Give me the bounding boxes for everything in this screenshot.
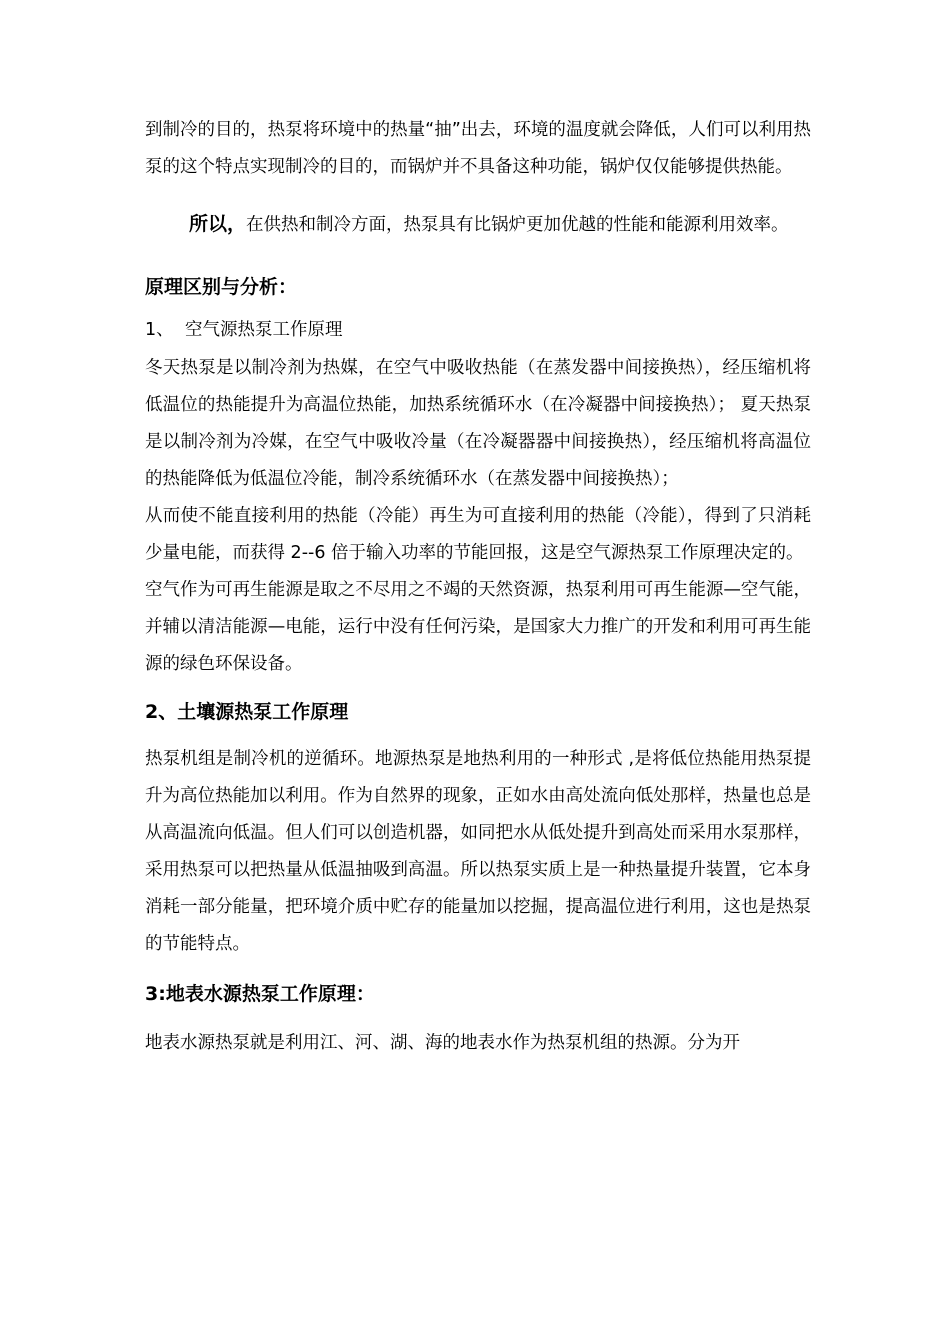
intro-paragraph-2-lead: 所以，	[189, 213, 247, 235]
surface-water-paragraph: 地表水源热泵就是利用江、河、湖、海的地表水作为热泵机组的热源。分为开	[145, 1033, 740, 1053]
air-source-section	[145, 350, 811, 683]
soil-source-paragraph: 热泵机组是制冷机的逆循环。地源热泵是地热利用的一种形式 ,是将低位热能用热泵提升为高位热能加以利用。作为自然界的现象，正如水由高处流向低处那样，热量也总是从高温流向低温。但人们可以创造机器，如同把水从低处提升到高处而采用水泵那样，采用热泵可以把热量从低温抽吸到高温。所以热泵实质上是一种热量提升装置，它本身消耗一部分能量，把环境介质中贮存的能量加以挖掘，提高温位进行利用，这也是热泵的节能特点。	[145, 749, 811, 954]
surface-water-heading: 3:地表水源热泵工作原理：	[145, 983, 375, 1005]
air-source-paragraph-3: 空气作为可再生能源是取之不尽用之不竭的天然资源，热泵利用可再生能源—空气能，并辅以清洁能源—电能，运行中没有任何污染，是国家大力推广的开发和利用可再生能源的绿色环保设备。	[145, 580, 811, 674]
air-source-paragraph-2: 从而使不能直接利用的热能（冷能）再生为可直接利用的热能（冷能），得到了只消耗少量电能，而获得 2--6 倍于输入功率的节能回报，这是空气源热泵工作原理决定的。	[145, 506, 811, 563]
intro-paragraph-2-text: 在供热和制冷方面，热泵具有比锅炉更加优越的性能和能源利用效率。	[246, 215, 789, 235]
intro-paragraph-2	[145, 199, 811, 250]
air-source-title: 空气源热泵工作原理	[185, 320, 343, 340]
air-source-paragraph-1: 冬天热泵是以制冷剂为热媒，在空气中吸收热能（在蒸发器中间接换热），经压缩机将低温位的热能提升为高温位热能，加热系统循环水（在冷凝器中间接换热）； 夏天热泵是以制冷剂为冷媒，在空气中吸收冷量（在冷凝器器中间接换热），经压缩机将高温位的热能降低为低温位冷能，制冷系统循环水（在蒸发器中间接换热）；	[145, 358, 811, 489]
intro-paragraph-1: 到制冷的目的，热泵将环境中的热量“抽”出去，环境的温度就会降低，人们可以利用热泵的这个特点实现制冷的目的，而锅炉并不具备这种功能，锅炉仅仅能够提供热能。	[145, 120, 811, 177]
document-page	[145, 112, 811, 1062]
principle-heading: 原理区别与分析：	[145, 276, 298, 298]
soil-source-heading: 2、土壤源热泵工作原理	[145, 701, 349, 723]
air-source-subheading	[145, 314, 811, 346]
air-source-number: 1、	[145, 320, 174, 340]
